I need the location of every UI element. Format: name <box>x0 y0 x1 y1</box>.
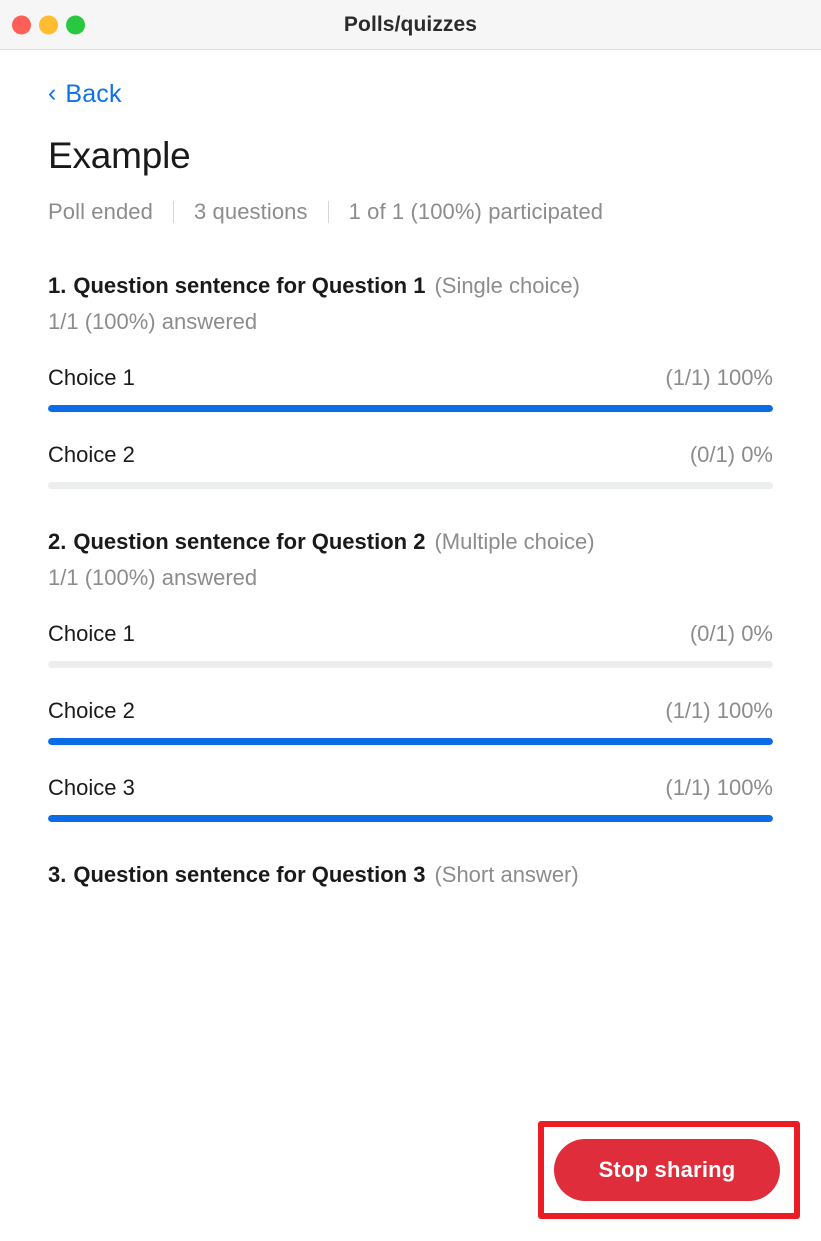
title-bar <box>0 0 821 50</box>
question-text: Question sentence for Question 1 <box>73 273 426 298</box>
choice-item <box>48 775 773 822</box>
choice-stat: (0/1) 0% <box>689 621 773 646</box>
choice-bar-track <box>48 405 773 412</box>
choice-stat: (0/1) 0% <box>689 442 773 467</box>
chevron-left-icon: ‹ <box>48 78 57 107</box>
page-title: Example <box>48 135 191 176</box>
poll-question-count: 3 questions <box>193 199 308 224</box>
meta-divider <box>173 201 174 223</box>
question-header <box>48 862 773 888</box>
choice-row <box>48 698 773 724</box>
choice-row <box>48 365 773 391</box>
window-title: Polls/quizzes <box>343 12 478 36</box>
question-spacer <box>48 822 773 862</box>
question-text: Question sentence for Question 3 <box>73 862 426 887</box>
choice-stat: (1/1) 100% <box>665 365 773 390</box>
stop-sharing-button[interactable]: Stop sharing <box>554 1139 780 1201</box>
window-controls <box>12 15 85 34</box>
choice-label: Choice 3 <box>48 775 135 800</box>
question-type: (Short answer) <box>434 862 579 887</box>
poll-results-panel <box>0 80 821 888</box>
maximize-window-button[interactable] <box>66 15 85 34</box>
choice-item <box>48 442 773 489</box>
question-answered-stat: 1/1 (100%) answered <box>48 565 258 590</box>
question-header <box>48 273 773 299</box>
choice-label: Choice 2 <box>48 442 135 467</box>
question-text: Question sentence for Question 2 <box>73 529 426 554</box>
choice-item <box>48 621 773 668</box>
choice-label: Choice 1 <box>48 621 135 646</box>
choice-item <box>48 698 773 745</box>
close-window-button[interactable] <box>12 15 31 34</box>
question-number: 1. <box>48 273 67 298</box>
choice-bar-track <box>48 815 773 822</box>
choice-bar-track <box>48 661 773 668</box>
question-type: (Multiple choice) <box>434 529 595 554</box>
poll-participation: 1 of 1 (100%) participated <box>348 199 604 224</box>
choice-bar-track <box>48 738 773 745</box>
question-item <box>48 273 773 489</box>
choice-bar-fill <box>48 738 773 745</box>
choice-label: Choice 2 <box>48 698 135 723</box>
choice-row <box>48 621 773 647</box>
question-spacer <box>48 489 773 529</box>
back-button[interactable] <box>48 80 122 109</box>
choice-bar-fill <box>48 815 773 822</box>
choice-stat: (1/1) 100% <box>665 775 773 800</box>
poll-status: Poll ended <box>48 199 153 224</box>
choice-bar-fill <box>48 405 773 412</box>
back-button-label: Back <box>65 80 122 108</box>
question-answered-stat: 1/1 (100%) answered <box>48 309 258 334</box>
choice-item <box>48 365 773 412</box>
question-header <box>48 529 773 555</box>
choice-bar-track <box>48 482 773 489</box>
question-item <box>48 529 773 822</box>
poll-meta <box>48 199 773 225</box>
question-list <box>48 273 773 888</box>
choice-label: Choice 1 <box>48 365 135 390</box>
meta-divider <box>328 201 329 223</box>
question-number: 2. <box>48 529 67 554</box>
question-number: 3. <box>48 862 67 887</box>
choice-stat: (1/1) 100% <box>665 698 773 723</box>
choice-row <box>48 775 773 801</box>
minimize-window-button[interactable] <box>39 15 58 34</box>
choice-row <box>48 442 773 468</box>
question-item <box>48 862 773 888</box>
question-type: (Single choice) <box>434 273 580 298</box>
